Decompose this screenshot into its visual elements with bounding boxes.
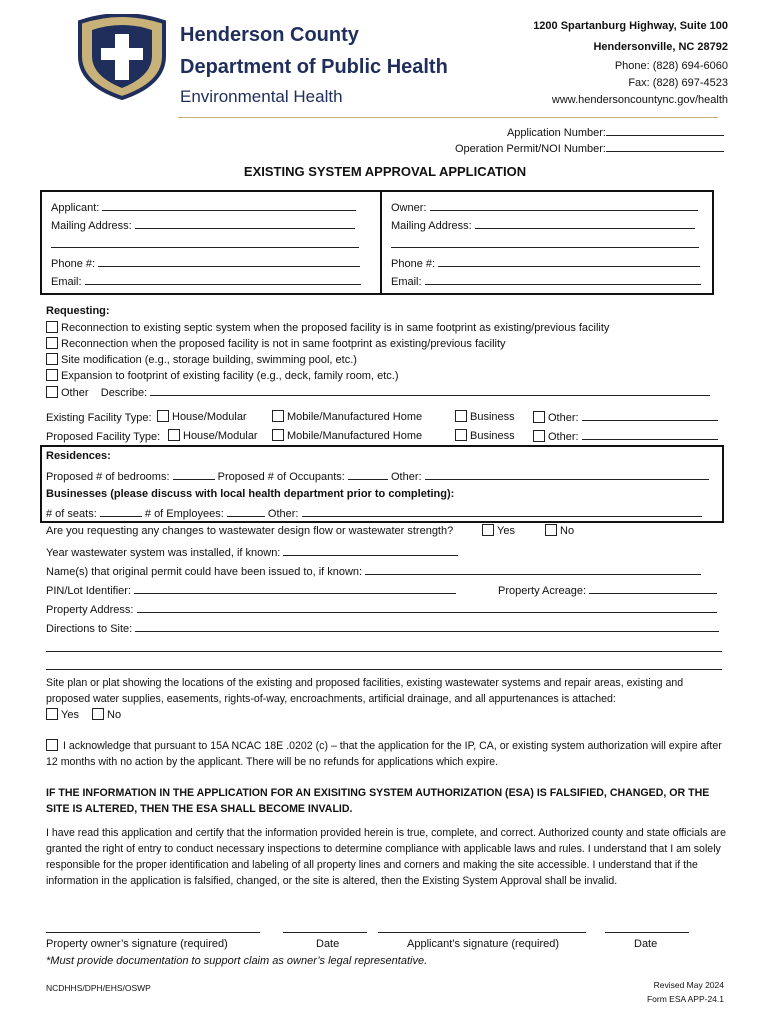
site-plan-yes [46, 708, 79, 721]
proposed-business [455, 429, 515, 442]
address-line1: 1200 Spartanburg Highway, Suite 100 [533, 20, 728, 32]
proposed-business-checkbox[interactable] [455, 429, 467, 441]
application-number-label: Application Number: [506, 127, 606, 139]
application-number-row [507, 125, 724, 139]
warning-text: IF THE INFORMATION IN THE APPLICATION FOR AN EXISITING SYSTEM AUTHORIZATION (ESA) IS FALSIFIED, CHANGED, OR THE SITE IS ALTERED, THEN THE ESA SHALL BECOME INVALID. [46, 787, 710, 815]
applicant-mailing-row [51, 218, 355, 232]
requesting-option-3-checkbox[interactable] [46, 353, 58, 365]
existing-business [455, 410, 515, 423]
requesting-option-2-label: Reconnection when the proposed facility is not in same footprint as existing/previous facility [61, 338, 506, 350]
requesting-option-4-label: Expansion to footprint of existing facility (e.g., deck, family room, etc.) [61, 370, 399, 382]
owner-label: Owner: [391, 202, 427, 214]
property-address-row [46, 602, 717, 616]
footer-form-id: Form ESA APP-24.1 [646, 994, 724, 1004]
requesting-other-row [46, 385, 710, 399]
owner-mailing-field[interactable] [475, 218, 695, 229]
wastewater-yes-label: Yes [497, 525, 515, 537]
owner-phone-label: Phone #: [391, 258, 436, 270]
requesting-heading: Requesting: [46, 305, 110, 317]
owner-field[interactable] [430, 200, 698, 211]
footer-revised: Revised May 2024 [653, 980, 724, 990]
residences-heading: Residences: [46, 450, 111, 462]
address-line2: Hendersonville, NC 28792 [593, 41, 728, 53]
header-divider [178, 117, 718, 118]
applicant-mailing-label: Mailing Address: [51, 220, 132, 232]
operation-permit-row [455, 141, 724, 155]
org-name-line1: Henderson County [180, 24, 359, 46]
existing-other-field[interactable] [582, 410, 718, 421]
form-title: EXISTING SYSTEM APPROVAL APPLICATION [243, 164, 527, 179]
owner-phone-field[interactable] [438, 256, 700, 267]
proposed-mobile [272, 429, 422, 442]
directions-row [46, 621, 719, 635]
proposed-other-checkbox[interactable] [533, 430, 545, 442]
requesting-other-label: Other [61, 387, 89, 399]
proposed-house-checkbox[interactable] [168, 429, 180, 441]
requesting-option-1 [46, 321, 609, 334]
wastewater-change-row [46, 525, 453, 537]
site-plan-text: Site plan or plat showing the locations of the existing and proposed facilities, existing wastewater systems and repair areas, existing and proposed water supplies, easements, rights-of-way, encroachments, artificial drainage, and all appurtenances is attached: [46, 677, 684, 705]
existing-business-label: Business [470, 411, 515, 423]
proposed-other [533, 429, 718, 443]
requesting-option-3 [46, 353, 357, 366]
site-plan-no-checkbox[interactable] [92, 708, 104, 720]
contact-box-divider [380, 190, 382, 295]
existing-house-checkbox[interactable] [157, 410, 169, 422]
bedrooms-label: Proposed # of bedrooms: [46, 471, 170, 483]
directions-field[interactable] [135, 621, 719, 632]
occupants-label: Proposed # of Occupants: [217, 471, 345, 483]
requesting-option-2 [46, 337, 506, 350]
existing-facility-label: Existing Facility Type: [46, 412, 152, 424]
names-permit-row [46, 564, 701, 578]
pin-row [46, 583, 456, 597]
residences-row [46, 469, 709, 483]
owner-signature-field[interactable] [46, 922, 260, 933]
applicant-email-field[interactable] [85, 274, 361, 285]
proposed-business-label: Business [470, 430, 515, 442]
owner-date-field[interactable] [283, 922, 367, 933]
directions-field-3[interactable] [46, 659, 722, 670]
directions-field-2[interactable] [46, 641, 722, 652]
existing-business-checkbox[interactable] [455, 410, 467, 422]
owner-email-row [391, 274, 701, 288]
owner-email-label: Email: [391, 276, 422, 288]
owner-mailing-field-2[interactable] [391, 237, 699, 248]
businesses-row [46, 506, 702, 520]
proposed-house-label: House/Modular [183, 430, 258, 442]
pin-field[interactable] [134, 583, 456, 594]
wastewater-yes-checkbox[interactable] [482, 524, 494, 536]
proposed-mobile-checkbox[interactable] [272, 429, 284, 441]
seats-label: # of seats: [46, 508, 97, 520]
property-address-label: Property Address: [46, 604, 134, 616]
owner-rep-note: *Must provide documentation to support claim as owner’s legal representative. [46, 955, 428, 967]
applicant-field[interactable] [102, 200, 356, 211]
employees-field[interactable] [227, 506, 265, 517]
applicant-signature-label: Applicant’s signature (required) [407, 938, 560, 950]
certification-text: I have read this application and certify that the information provided herein is true, complete, and correct. Authorized county and state officials are granted the right of entry to conduct necessary inspections to determine compliance with applicable laws and rules. I understand that I am solely responsible for the proper identification and labeling of all property lines and corners and making the site accessible. I understand that if the information in the application is falsified, changed, or the site is altered, then the Existing System Approval shall be invalid. [46, 827, 726, 887]
wastewater-no-label: No [560, 525, 575, 537]
logo [74, 14, 170, 100]
property-address-field[interactable] [137, 602, 717, 613]
pin-label: PIN/Lot Identifier: [46, 585, 131, 597]
existing-mobile [272, 410, 422, 423]
operation-permit-label: Operation Permit/NOI Number: [455, 143, 606, 155]
website: www.hendersoncountync.gov/health [551, 94, 728, 106]
owner-mailing-row [391, 218, 695, 232]
phone-number: Phone: (828) 694-6060 [614, 60, 728, 72]
names-permit-field[interactable] [365, 564, 701, 575]
businesses-heading: Businesses (please discuss with local health department prior to completing): [46, 488, 455, 500]
applicant-date-label: Date [634, 938, 658, 950]
applicant-row [51, 200, 356, 214]
proposed-house [168, 429, 258, 442]
requesting-option-1-label: Reconnection to existing septic system when the proposed facility is in same footprint as existing/previous facility [61, 322, 610, 334]
org-name-line3: Environmental Health [180, 87, 343, 106]
proposed-facility-label: Proposed Facility Type: [46, 431, 161, 443]
wastewater-yes [482, 524, 515, 537]
application-number-field[interactable] [606, 125, 724, 136]
applicant-phone-row [51, 256, 360, 270]
site-plan-yes-label: Yes [61, 709, 79, 721]
occupants-field[interactable] [348, 469, 388, 480]
site-plan-no [92, 708, 121, 721]
wastewater-no [545, 524, 574, 537]
proposed-mobile-label: Mobile/Manufactured Home [287, 430, 423, 442]
acreage-label: Property Acreage: [498, 585, 587, 597]
requesting-option-4-checkbox[interactable] [46, 369, 58, 381]
applicant-date-field[interactable] [605, 922, 689, 933]
applicant-mailing-field-2[interactable] [51, 237, 359, 248]
residences-other-label: Other: [390, 471, 422, 483]
year-installed-label: Year wastewater system was installed, if known: [46, 547, 281, 559]
requesting-option-2-checkbox[interactable] [46, 337, 58, 349]
existing-house [157, 410, 247, 423]
applicant-label: Applicant: [51, 202, 100, 214]
applicant-email-label: Email: [51, 276, 82, 288]
acreage-field[interactable] [589, 583, 717, 594]
proposed-other-label: Other: [548, 431, 579, 443]
existing-mobile-checkbox[interactable] [272, 410, 284, 422]
directions-label: Directions to Site: [46, 623, 133, 635]
existing-house-label: House/Modular [172, 411, 247, 423]
acknowledge-text: I acknowledge that pursuant to 15A NCAC 18E .0202 (c) – that the application for the IP, CA, or existing system authorization will expire after 12 months with no action by the applicant. There will be no refunds for applications which expire. [46, 740, 722, 768]
existing-other [533, 410, 718, 424]
site-plan-yes-checkbox[interactable] [46, 708, 58, 720]
wastewater-no-checkbox[interactable] [545, 524, 557, 536]
applicant-phone-label: Phone #: [51, 258, 96, 270]
applicant-signature-field[interactable] [378, 922, 586, 933]
year-installed-row [46, 545, 458, 559]
requesting-describe-field[interactable] [150, 385, 710, 396]
owner-email-field[interactable] [425, 274, 701, 285]
proposed-other-field[interactable] [582, 429, 718, 440]
applicant-phone-field[interactable] [98, 256, 360, 267]
owner-signature-label: Property owner’s signature (required) [46, 938, 228, 950]
acreage-row [498, 583, 717, 597]
businesses-other-label: Other: [267, 508, 299, 520]
requesting-other-checkbox[interactable] [46, 386, 58, 398]
existing-mobile-label: Mobile/Manufactured Home [287, 411, 423, 423]
requesting-describe-label: Describe: [100, 387, 148, 399]
requesting-option-1-checkbox[interactable] [46, 321, 58, 333]
operation-permit-field[interactable] [606, 141, 724, 152]
employees-label: # of Employees: [144, 508, 224, 520]
requesting-option-4 [46, 369, 398, 382]
fax-number: Fax: (828) 697-4523 [628, 77, 728, 89]
footer-agency-code: NCDHHS/DPH/EHS/OSWP [46, 983, 151, 993]
names-permit-label: Name(s) that original permit could have been issued to, if known: [46, 566, 363, 578]
applicant-email-row [51, 274, 361, 288]
businesses-other-field[interactable] [302, 506, 702, 517]
owner-mailing-label: Mailing Address: [391, 220, 472, 232]
wastewater-change-label: Are you requesting any changes to wastewater design flow or wastewater strength? [46, 525, 454, 537]
applicant-mailing-field[interactable] [135, 218, 355, 229]
owner-date-label: Date [316, 938, 340, 950]
seats-field[interactable] [100, 506, 142, 517]
owner-phone-row [391, 256, 700, 270]
site-plan-no-label: No [107, 709, 122, 721]
existing-other-checkbox[interactable] [533, 411, 545, 423]
org-name-line2: Department of Public Health [180, 56, 448, 78]
bedrooms-field[interactable] [173, 469, 215, 480]
requesting-option-3-label: Site modification (e.g., storage building, swimming pool, etc.) [61, 354, 357, 366]
year-installed-field[interactable] [283, 545, 458, 556]
owner-row [391, 200, 698, 214]
existing-other-label: Other: [548, 412, 579, 424]
residences-other-field[interactable] [425, 469, 709, 480]
